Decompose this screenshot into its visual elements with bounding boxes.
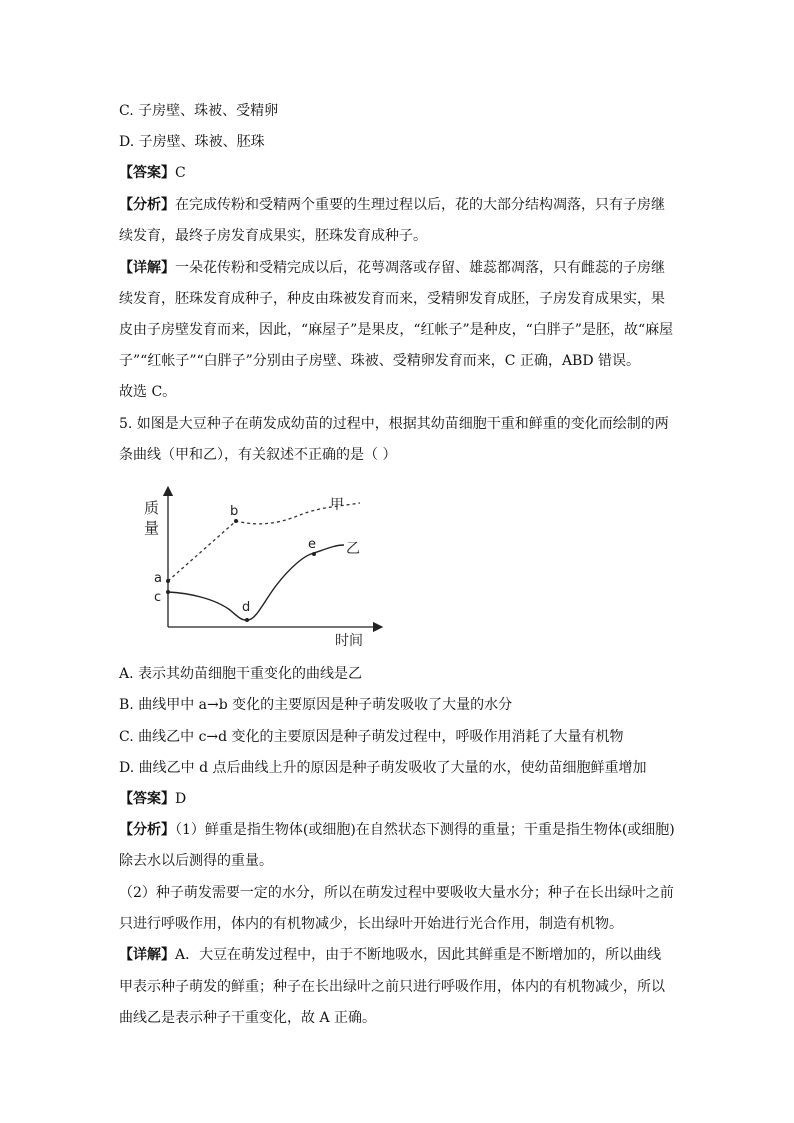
series-yi-line xyxy=(168,545,344,620)
option-d: D. 子房壁、珠被、胚珠 xyxy=(119,134,265,150)
label-c: c xyxy=(154,590,162,605)
point-d xyxy=(245,618,249,622)
q5-analysis-text: （1）鲜重是指生物体(或细胞)在自然状态下测得的重量；干重是指生物体(或细胞) xyxy=(175,822,675,838)
point-c xyxy=(166,590,170,594)
answer-line xyxy=(119,163,186,183)
analysis-line-1 xyxy=(119,195,665,215)
series-jia-label: 甲 xyxy=(330,497,344,513)
detail-line-2: 续发育，胚珠发育成种子，种皮由珠被发育而来，受精卵发育成胚，子房发育成果实，果 xyxy=(119,291,665,307)
q5-analysis-line-4: 只进行呼吸作用，体内的有机物减少，长出绿叶开始进行光合作用，制造有机物。 xyxy=(119,916,623,932)
analysis-line-2: 续发育，最终子房发育成果实，胚珠发育成种子。 xyxy=(119,228,427,244)
analysis-tag: 【分析】 xyxy=(119,197,175,213)
answer-value: C xyxy=(175,165,186,181)
q5-detail-line-3: 曲线乙是表示种子干重变化，故 A 正确。 xyxy=(119,1010,377,1026)
label-d: d xyxy=(242,600,251,615)
detail-text: 一朵花传粉和受精完成以后，花萼凋落或存留、雄蕊都凋落，只有雌蕊的子房继 xyxy=(175,260,665,276)
q5-analysis-tag: 【分析】 xyxy=(119,822,175,838)
q5-stem-1: 5. 如图是大豆种子在萌发成幼苗的过程中，根据其幼苗细胞干重和鲜重的变化而绘制的两 xyxy=(119,416,669,432)
detail-line-3: 皮由子房壁发育而来，因此，“麻屋子”是果皮，“红帐子”是种皮，“白胖子”是胚，故“麻屋 xyxy=(119,322,674,338)
q5-analysis-line-3: （2）种子萌发需要一定的水分，所以在萌发过程中要吸收大量水分；种子在长出绿叶之前 xyxy=(119,885,674,901)
q5-analysis-line-2: 除去水以后测得的重量。 xyxy=(119,853,273,869)
detail-line-1 xyxy=(119,258,665,278)
q5-stem-2: 条曲线（甲和乙），有关叙述不正确的是（ ） xyxy=(119,447,397,463)
series-yi-label: 乙 xyxy=(346,541,360,557)
series-jia-line xyxy=(168,503,360,581)
q5-detail-tag: 【详解】 xyxy=(119,947,175,963)
y-label-1: 质 xyxy=(144,499,160,517)
point-a xyxy=(166,579,170,583)
detail-tag: 【详解】 xyxy=(119,260,175,276)
q5-detail-line-2: 甲表示种子萌发的鲜重；种子在长出绿叶之前只进行呼吸作用，体内的有机物减少，所以 xyxy=(119,979,665,995)
q5-answer-value: D xyxy=(175,791,187,807)
q5-option-d: D. 曲线乙中 d 点后曲线上升的原因是种子萌发吸收了大量的水，使幼苗细胞鲜重增加 xyxy=(119,760,647,776)
x-label: 时间 xyxy=(335,633,363,649)
option-c: C. 子房壁、珠被、受精卵 xyxy=(119,103,279,119)
q5-answer-tag: 【答案】 xyxy=(119,791,175,807)
label-b: b xyxy=(230,504,239,519)
q5-option-b: B. 曲线甲中 a→b 变化的主要原因是种子萌发吸收了大量的水分 xyxy=(119,697,513,713)
q5-option-a: A. 表示其幼苗细胞干重变化的曲线是乙 xyxy=(119,666,363,682)
q5-detail-line-1 xyxy=(119,945,661,965)
point-b xyxy=(234,519,238,523)
q5-detail-text: A．大豆在萌发过程中，由于不断地吸水，因此其鲜重是不断增加的，所以曲线 xyxy=(175,947,662,963)
analysis-text: 在完成传粉和受精两个重要的生理过程以后，花的大部分结构凋落，只有子房继 xyxy=(175,197,665,213)
point-e xyxy=(312,552,316,556)
label-a: a xyxy=(154,571,162,586)
label-e: e xyxy=(308,537,316,552)
detail-line-4: 子”“红帐子”“白胖子”分别由子房壁、珠被、受精卵发育而来，C 正确，ABD 错误。 xyxy=(119,353,641,369)
q5-option-c: C. 曲线乙中 c→d 变化的主要原因是种子萌发过程中，呼吸作用消耗了大量有机物 xyxy=(119,729,624,745)
q5-analysis-line-1 xyxy=(119,820,675,840)
mass-time-chart xyxy=(130,485,390,655)
y-label-2: 量 xyxy=(144,519,160,537)
q5-answer-line xyxy=(119,789,186,809)
answer-tag: 【答案】 xyxy=(119,165,175,181)
conclusion: 故选 C。 xyxy=(119,384,177,400)
